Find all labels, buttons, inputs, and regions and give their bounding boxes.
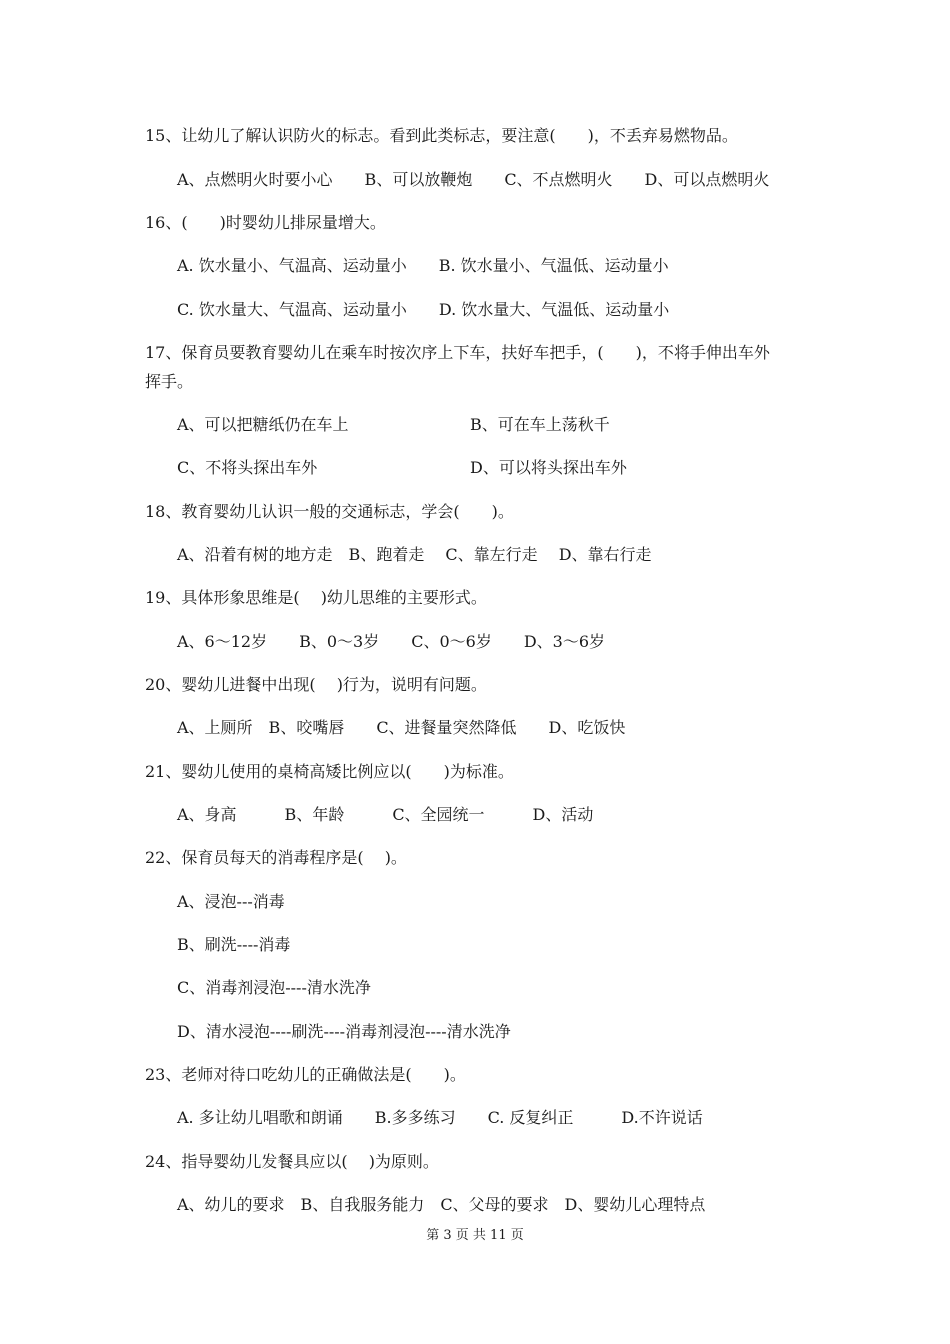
question-16-options-row-2: C. 饮水量大、气温高、运动量小 D. 饮水量大、气温低、运动量小: [177, 300, 670, 319]
question-16-stem: 16、( )时婴幼儿排尿量增大。: [145, 213, 386, 232]
page-number-footer: 第 3 页 共 11 页: [426, 1228, 524, 1243]
question-20-options: A、上厕所 B、咬嘴唇 C、进餐量突然降低 D、吃饭快: [177, 718, 626, 737]
question-17-option-c: C、不将头探出车外: [177, 458, 318, 477]
question-19-options: A、6～12岁 B、0～3岁 C、0～6岁 D、3～6岁: [177, 632, 606, 651]
question-18-options: A、沿着有树的地方走 B、跑着走 C、靠左行走 D、靠右行走: [177, 545, 652, 564]
question-20-stem: 20、婴幼儿进餐中出现( )行为，说明有问题。: [145, 675, 487, 694]
question-15-options: A、点燃明火时要小心 B、可以放鞭炮 C、不点燃明火 D、可以点燃明火: [177, 170, 770, 189]
question-19-stem: 19、具体形象思维是( )幼儿思维的主要形式。: [145, 588, 487, 607]
question-17-option-a: A、可以把糖纸仍在车上: [177, 415, 349, 434]
question-16-options-row-1: A. 饮水量小、气温高、运动量小 B. 饮水量小、气温低、运动量小: [177, 256, 669, 275]
question-22-stem: 22、保育员每天的消毒程序是( )。: [145, 848, 407, 867]
question-17-stem-line-1: 17、保育员要教育婴幼儿在乘车时按次序上下车，扶好车把手，( )，不将手伸出车外: [145, 343, 770, 362]
question-24-stem: 24、指导婴幼儿发餐具应以( )为原则。: [145, 1152, 439, 1171]
question-23-stem: 23、老师对待口吃幼儿的正确做法是( )。: [145, 1065, 466, 1084]
question-18-stem: 18、教育婴幼儿认识一般的交通标志，学会( )。: [145, 502, 514, 521]
question-17-option-b: B、可在车上荡秋千: [470, 415, 610, 434]
question-21-options: A、身高 B、年龄 C、全园统一 D、活动: [177, 805, 594, 824]
question-22-option-b: B、刷洗----消毒: [177, 935, 291, 954]
question-22-option-a: A、浸泡---消毒: [177, 892, 285, 911]
question-22-option-c: C、消毒剂浸泡----清水洗净: [177, 978, 371, 997]
question-21-stem: 21、婴幼儿使用的桌椅高矮比例应以( )为标准。: [145, 762, 514, 781]
question-22-option-d: D、清水浸泡----刷洗----消毒剂浸泡----清水洗净: [177, 1022, 511, 1041]
question-24-options: A、幼儿的要求 B、自我服务能力 C、父母的要求 D、婴幼儿心理特点: [177, 1195, 706, 1214]
question-15-stem: 15、让幼儿了解认识防火的标志。看到此类标志，要注意( )，不丢弃易燃物品。: [145, 126, 738, 145]
question-17-stem-line-2: 挥手。: [145, 372, 194, 391]
question-23-options: A. 多让幼儿唱歌和朗诵 B.多多练习 C. 反复纠正 D.不许说话: [177, 1108, 703, 1127]
question-17-option-d: D、可以将头探出车外: [470, 458, 627, 477]
